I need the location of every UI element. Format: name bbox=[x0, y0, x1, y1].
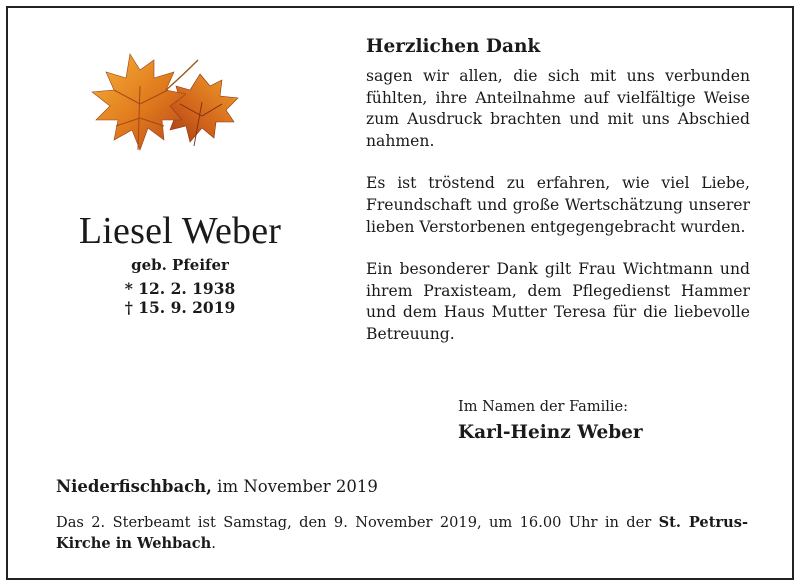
service-notice bbox=[56, 512, 748, 554]
service-text: Das 2. Sterbeamt ist Samstag, den 9. November 2019, um 16.00 Uhr in der bbox=[56, 514, 659, 531]
thanks-paragraph-3: Ein besonderer Dank gilt Frau Wichtmann und ihrem Praxisteam, dem Pflegedienst Hammer und dem Haus Mutter Teresa für die liebevolle Betreuung. bbox=[366, 260, 750, 343]
signature-label: Im Namen der Familie: bbox=[458, 399, 628, 415]
life-dates bbox=[40, 279, 320, 317]
thanks-heading: Herzlichen Dank bbox=[366, 36, 541, 57]
place-date-line bbox=[56, 477, 378, 496]
birth-name: geb. Pfeifer bbox=[131, 256, 229, 274]
birth-date: * 12. 2. 1938 bbox=[124, 279, 236, 298]
signature-name: Karl-Heinz Weber bbox=[458, 422, 643, 443]
thanks-paragraph-2: Es ist tröstend zu erfahren, wie viel Liebe, Freundschaft und große Wertschätzung unserer lieben Verstorbenen entgegengebracht wurden. bbox=[366, 174, 750, 236]
service-church: St. Petrus-Kirche in Wehbach bbox=[56, 514, 749, 552]
deceased-name: Liesel Weber bbox=[78, 210, 282, 252]
thanks-paragraph-1: sagen wir allen, die sich mit uns verbunden fühlten, ihre Anteilnahme auf vielfältige Weise zum Ausdruck brachten und mit uns Abschied nahmen. bbox=[366, 67, 750, 150]
place-date: im November 2019 bbox=[211, 477, 378, 496]
service-end: . bbox=[211, 535, 216, 552]
place-town: Niederfischbach, bbox=[56, 477, 212, 496]
death-date: † 15. 9. 2019 bbox=[124, 298, 236, 317]
autumn-leaves-icon bbox=[70, 46, 250, 162]
thanks-section bbox=[366, 36, 750, 367]
